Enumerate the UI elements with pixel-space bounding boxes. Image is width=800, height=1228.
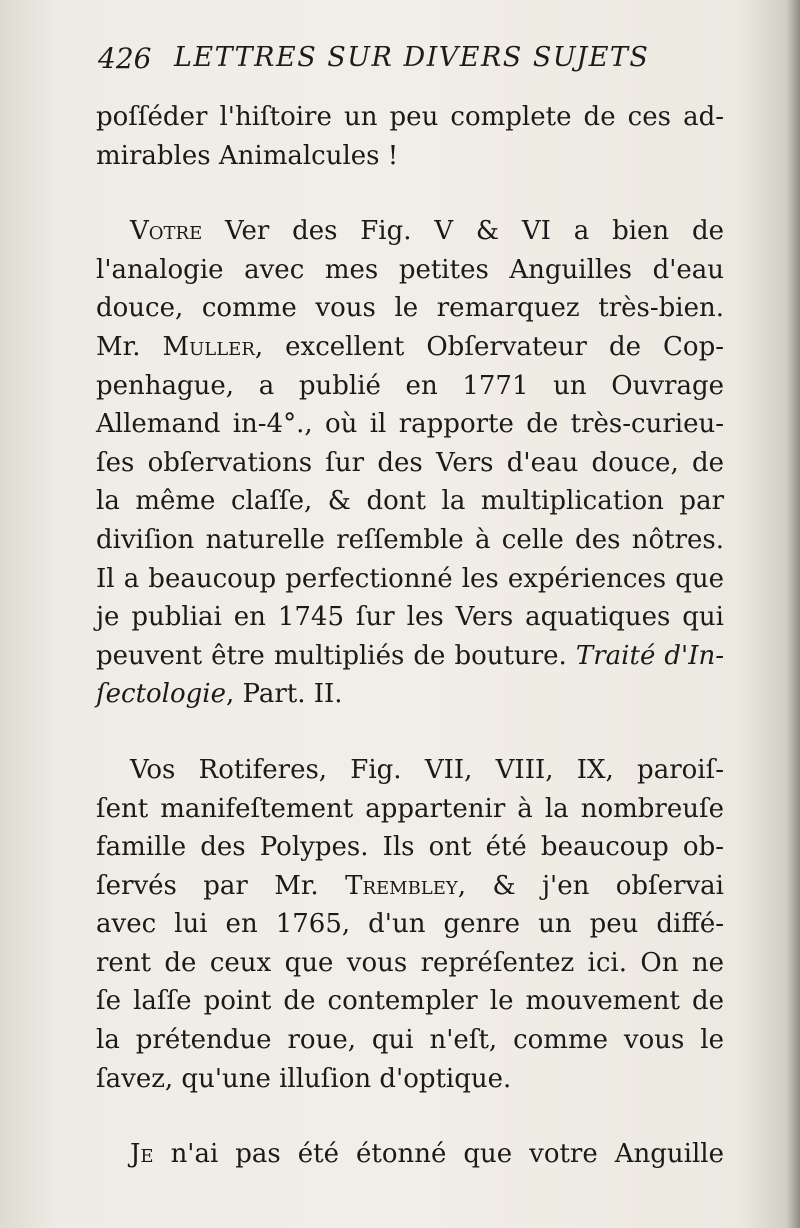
page-header — [98, 38, 658, 82]
text-line: je publiai en 1745 ſur les Vers aquatiques qui — [96, 602, 724, 633]
text-line — [96, 867, 724, 906]
small-caps-word: Je — [130, 1139, 154, 1170]
line-text: n'ai pas été étonné que votre Anguille — [153, 1139, 724, 1170]
text-line: ſe laſſe point de contempler le mouvement de — [96, 986, 724, 1017]
line-text: peuvent être multipliés de bouture. — [96, 640, 576, 671]
line-text: ſervés par Mr. — [96, 870, 346, 901]
text-line: l'analogie avec mes petites Anguilles d'eau — [96, 254, 724, 285]
body-text — [96, 98, 724, 1174]
text-line: ſavez, qu'une illuſion d'optique. — [96, 1063, 512, 1094]
italic-citation: Traité d'In- — [575, 640, 724, 671]
text-line — [96, 1135, 724, 1174]
running-title: LETTRES SUR DIVERS SUJETS — [174, 42, 650, 73]
small-caps-word: Votre — [130, 216, 203, 247]
text-line: ſes obſervations ſur des Vers d'eau douce, de — [96, 447, 724, 478]
paragraph-gap — [96, 175, 724, 212]
line-text: , Part. II. — [226, 679, 343, 710]
text-line: famille des Polypes. Ils ont été beaucoup ob- — [96, 832, 724, 863]
text-line: diviſion naturelle reſſemble à celle des nôtres. — [96, 524, 724, 555]
text-line: Allemand in-4°., où il rapporte de très-curieu- — [96, 409, 724, 440]
text-line: ſent manifeſtement appartenir à la nombreuſe — [96, 793, 724, 824]
line-text: , & j'en obſervai — [457, 870, 724, 901]
italic-citation: ſectologie — [96, 679, 226, 710]
page-number: 426 — [98, 42, 152, 75]
paragraph-gap — [96, 1098, 724, 1135]
text-line: Vos Rotiferes, Fig. VII, VIII, IX, paroiſ- — [130, 754, 724, 785]
text-line: douce, comme vous le remarquez très-bien. — [96, 293, 724, 324]
small-caps-name: Trembley — [345, 870, 458, 901]
paragraph-gap — [96, 714, 724, 751]
line-text: , excellent Obſervateur de Cop- — [254, 331, 724, 362]
text-line: rent de ceux que vous repréſentez ici. On ne — [96, 947, 724, 978]
text-line — [96, 675, 724, 714]
text-line — [96, 328, 724, 367]
text-line: mirables Animalcules ! — [96, 140, 399, 171]
text-line: la prétendue roue, qui n'eſt, comme vous le — [96, 1025, 724, 1056]
small-caps-name: Muller — [162, 331, 255, 362]
text-line: poſſéder l'hiſtoire un peu complete de ces ad- — [96, 102, 724, 132]
text-line: Il a beaucoup perfectionné les expériences que — [96, 563, 724, 594]
text-line — [96, 212, 724, 251]
line-text: Ver des Fig. V & VI a bien de — [202, 216, 724, 247]
line-text: Mr. — [96, 331, 163, 362]
text-line: penhague, a publié en 1771 un Ouvrage — [96, 370, 724, 401]
text-line — [96, 637, 724, 676]
page-edge-shadow — [786, 0, 800, 1228]
text-line: la même claſſe, & dont la multiplication par — [96, 486, 724, 517]
text-line: avec lui en 1765, d'un genre un peu diffé- — [96, 909, 724, 940]
